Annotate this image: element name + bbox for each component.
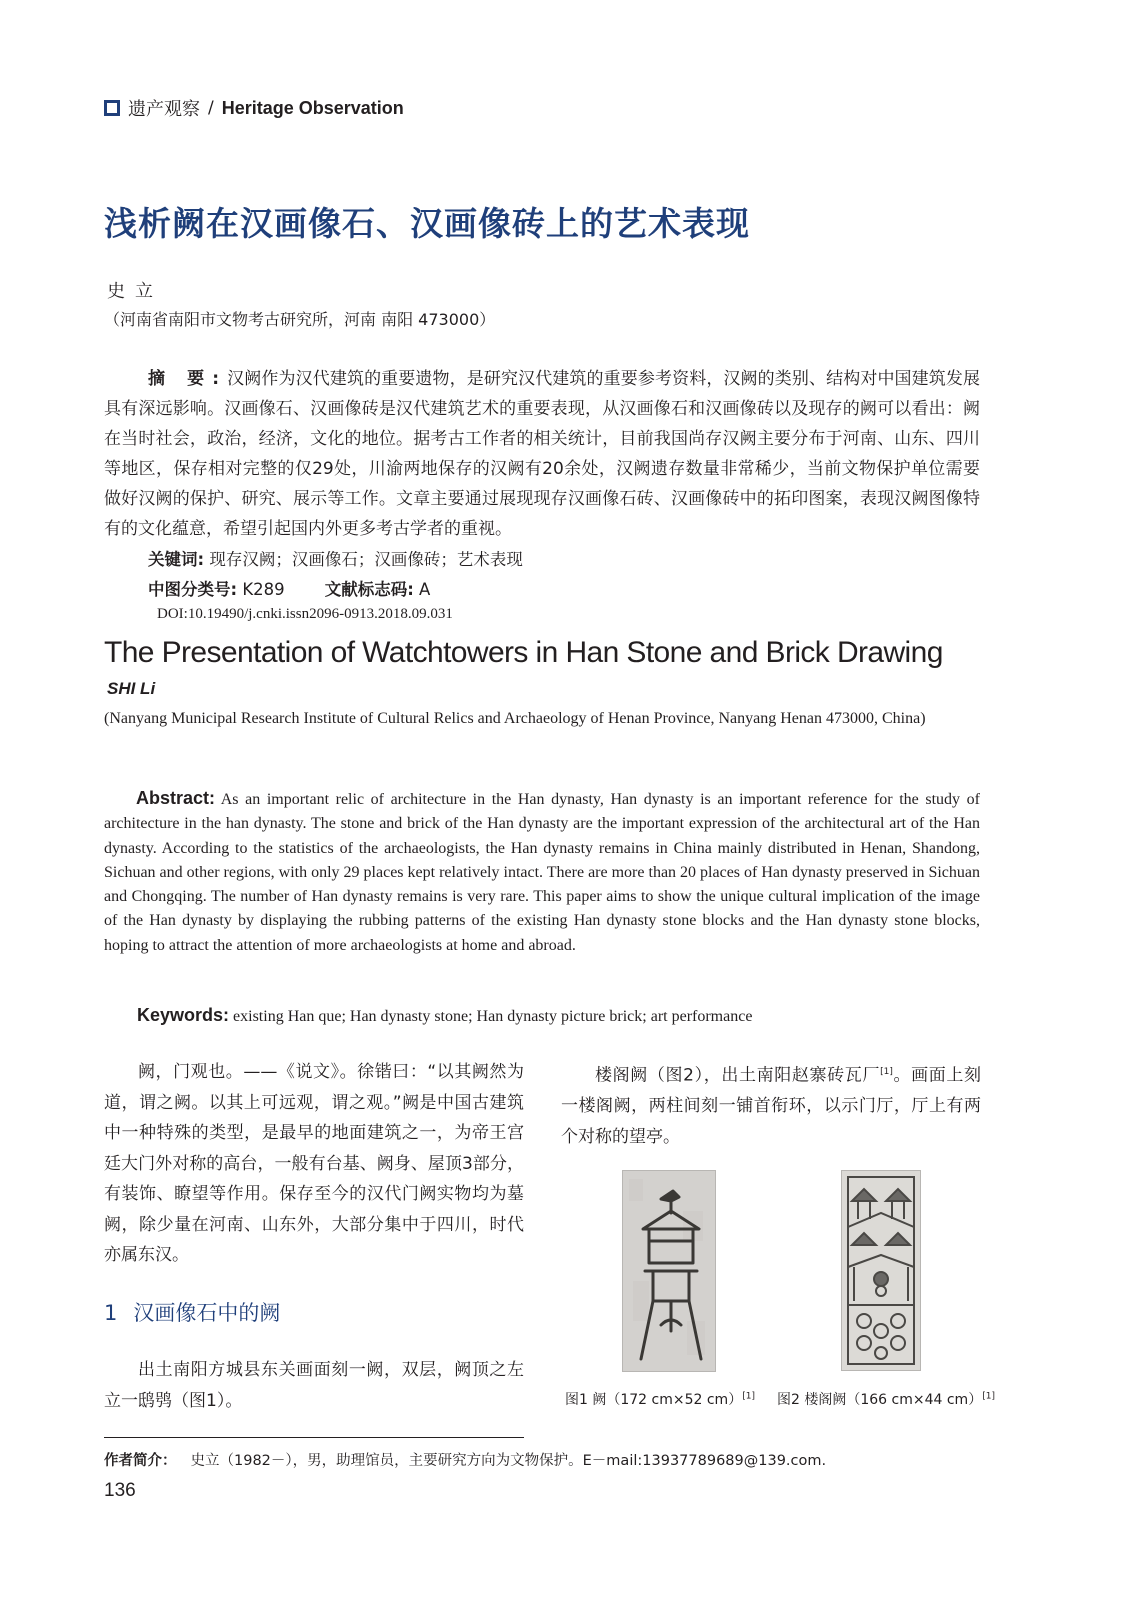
abstract-zh-label: 摘 要: [148,369,228,389]
affiliation-zh: （河南省南阳市文物考古研究所，河南 南阳 473000） [104,310,496,329]
author-note-label: 作者简介： [104,1453,177,1469]
figure-1-caption: 图1 阙（172 cm×52 cm）[1] [565,1391,755,1408]
keywords-zh-text: 现存汉阙；汉画像石；汉画像砖；艺术表现 [209,550,523,569]
figure-1-image [622,1170,716,1372]
section-title: 汉画像石中的阙 [133,1301,281,1325]
doc-code-label: 文献标志码: [324,580,414,599]
article-title-zh: 浅析阙在汉画像石、汉画像砖上的艺术表现 [104,204,750,243]
abstract-en [104,786,980,958]
body-right-paragraph [561,1057,981,1152]
doi: DOI:10.19490/j.cnki.issn2096-0913.2018.09.031 [157,606,453,622]
column-separator: / [208,98,214,118]
classification [148,576,430,600]
abstract-zh-text: 汉阙作为汉代建筑的重要遗物，是研究汉代建筑的重要参考资料，汉阙的类别、结构对中国建筑发展具有深远影响。汉画像石、汉画像砖是汉代建筑艺术的重要表现，从汉画像石和汉画像砖以及现存的阙可以看出：阙在当时社会，政治，经济，文化的地位。据考古工作者的相关统计，目前我国尚存汉阙主要分布于河南、山东、四川等地区，保存相对完整的仅29处，川渝两地保存的汉阙有20余处，汉阙遗存数量非常稀少，当前文物保护单位需要做好汉阙的保护、研究、展示等工作。文章主要通过展现现存汉画像石砖、汉画像砖中的拓印图案，表现汉阙图像特有的文化蕴意，希望引起国内外更多考古学者的重视。 [104,369,981,539]
body-right-text-a: 楼阁阙（图2），出土南阳赵寨砖瓦厂 [595,1065,881,1086]
figure-1-ref: [1] [742,1391,755,1402]
body-right-text-b: 。画面上刻一楼阁阙，两柱间刻一铺首衔环，以示门厅，厅上有两个对称的望亭。 [561,1065,981,1147]
section-heading [104,1297,280,1327]
abstract-zh [104,364,980,544]
figure-2-caption: 图2 楼阁阙（166 cm×44 cm）[1] [777,1391,995,1408]
affiliation-en: (Nanyang Municipal Research Institute of Cultural Relics and Archaeology of Henan Province, Nanyang Henan 473000, China) [104,710,926,727]
keywords-en [137,1005,980,1026]
author-en: SHI Li [107,679,156,698]
doc-code-value: A [419,580,431,599]
column-name-zh: 遗产观察 [128,99,200,120]
keywords-zh [148,546,523,570]
keywords-en-label: Keywords: [137,1005,230,1025]
section-paragraph: 出土南阳方城县东关画面刻一阙，双层，阙顶之左立一鸱鸮（图1）。 [104,1360,524,1411]
author-zh: 史立 [107,281,163,302]
abstract-en-label: Abstract: [136,788,216,808]
body-intro-paragraph: 阙，门观也。——《说文》。徐锴曰：“以其阙然为道，谓之阙。以其上可远观，谓之观。”阙是中国古建筑中一种特殊的类型，是最早的地面建筑之一，为帝王宫廷大门外对称的高台，一般有台基、阙身、屋顶3部分，有装饰、瞭望等作用。保存至今的汉代门阙实物均为墓阙，除少量在河南、山东外，大部分集中于四川，时代亦属东汉。 [104,1062,524,1265]
section-number: 1 [104,1301,118,1325]
keywords-zh-label: 关键词: [148,550,205,569]
article-title-en: The Presentation of Watchtowers in Han Stone and Brick Drawing [104,636,943,669]
column-header [104,96,404,120]
keywords-en-text: existing Han que; Han dynasty stone; Han dynasty picture brick; art performance [233,1008,753,1025]
square-icon [104,100,120,116]
author-note-text: 史立（1982－），男，助理馆员，主要研究方向为文物保护。E－mail:13937789689@139.com. [190,1453,827,1469]
author-note [104,1449,826,1470]
clc-value: K289 [242,580,285,599]
figure-2-ref: [1] [982,1391,995,1402]
page-number: 136 [104,1480,136,1501]
clc-label: 中图分类号: [148,580,238,599]
column-name-en: Heritage Observation [221,97,404,118]
footnote-divider [104,1437,524,1438]
abstract-en-text: As an important relic of architecture in the Han dynasty, Han dynasty is an important reference for the study of architecture in the han dynasty. The stone and brick of the Han dynasty are the important expression of the architectural art of the Han dynasty. According to the statistics of the archaeologists, the Han dynasty remains in China mainly distributed in Henan, Shandong, Sichuan and other regions, with only 29 places kept relatively intact. There are more than 20 places of Han dynasty preserved in Sichuan and Chongqing. The number of Han dynasty remains is very rare. This paper aims to show the unique cultural implication of the image of the Han dynasty by displaying the rubbing patterns of the existing Han dynasty stone blocks and the Han dynasty stone blocks, hoping to attract the attention of more archaeologists at home and abroad. [104,791,980,954]
citation-ref: [1] [880,1067,893,1077]
figure-2-image [841,1170,921,1371]
